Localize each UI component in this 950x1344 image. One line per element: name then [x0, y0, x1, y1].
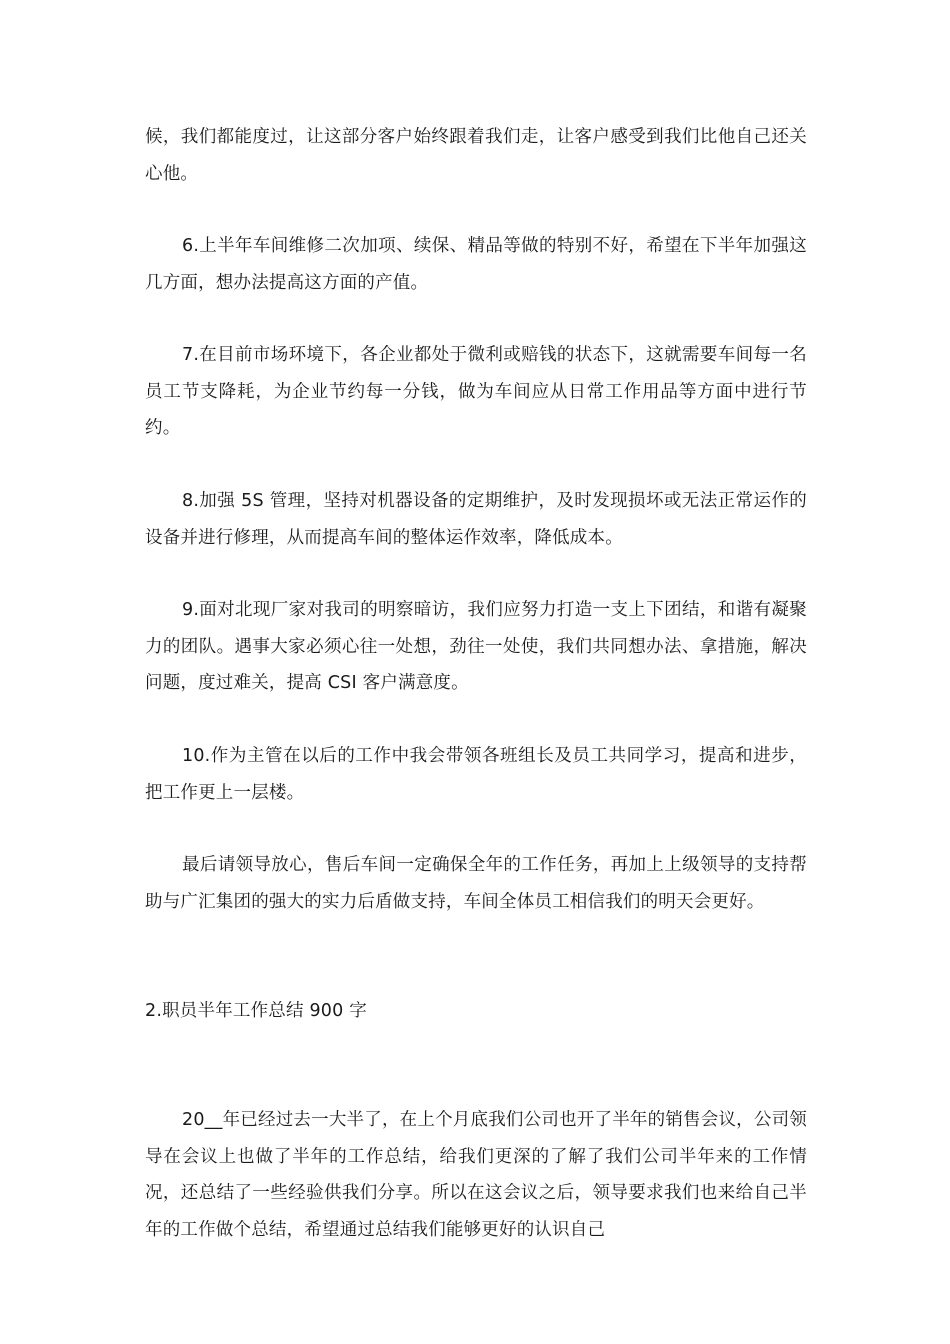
section-heading: 2.职员半年工作总结 900 字	[145, 1001, 367, 1021]
paragraph-item-6: 6.上半年车间维修二次加项、续保、精品等做的特别不好，希望在下半年加强这几方面，想办法提高这方面的产值。	[145, 236, 807, 293]
paragraph-item-7: 7.在目前市场环境下，各企业都处于微利或赔钱的状态下，这就需要车间每一名员工节支降耗，为企业节约每一分钱，做为车间应从日常工作用品等方面中进行节约。	[145, 345, 807, 438]
paragraph-item-10: 10.作为主管在以后的工作中我会带领各班组长及员工共同学习，提高和进步，把工作更上一层楼。	[145, 746, 807, 803]
paragraph-closing: 最后请领导放心，售后车间一定确保全年的工作任务，再加上上级领导的支持帮助与广汇集团的强大的实力后盾做支持，车间全体员工相信我们的明天会更好。	[145, 855, 807, 912]
paragraph-continuation: 候，我们都能度过，让这部分客户始终跟着我们走，让客户感受到我们比他自己还关心他。	[145, 127, 807, 184]
paragraph-item-8: 8.加强 5S 管理，坚持对机器设备的定期维护，及时发现损坏或无法正常运作的设备并进行修理，从而提高车间的整体运作效率，降低成本。	[145, 491, 807, 548]
paragraph-item-9: 9.面对北现厂家对我司的明察暗访，我们应努力打造一支上下团结，和谐有凝聚力的团队。遇事大家必须心往一处想，劲往一处使，我们共同想办法、拿措施，解决问题，度过难关，提高 CSI 客户满意度。	[145, 600, 807, 693]
paragraph-summary-intro: 20__年已经过去一大半了，在上个月底我们公司也开了半年的销售会议，公司领导在会议上也做了半年的工作总结，给我们更深的了解了我们公司半年来的工作情况，还总结了一些经验供我们分享。所以在这会议之后，领导要求我们也来给自己半年的工作做个总结，希望通过总结我们能够更好的认识自己	[145, 1110, 807, 1240]
